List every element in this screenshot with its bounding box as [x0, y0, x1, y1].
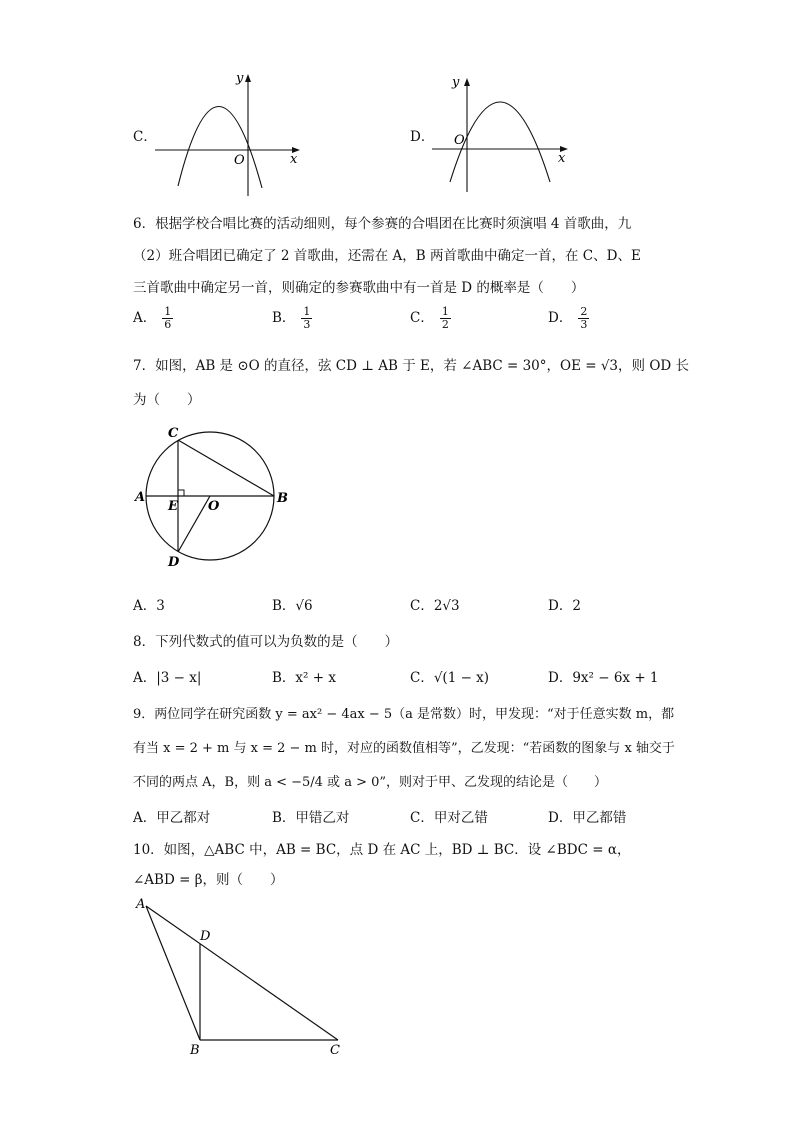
q9-line3: 不同的两点 A，B，则 a < −5/4 或 a > 0”，则对于甲、乙发现的结论是（ ）	[133, 775, 608, 790]
point-c-label: C	[330, 1043, 340, 1058]
q6-option-a	[133, 306, 173, 331]
origin-label: O	[454, 133, 465, 148]
q7-option-c: C．2√3	[410, 598, 460, 614]
numerator: 1	[164, 305, 172, 318]
y-axis-label: y	[452, 75, 460, 90]
x-axis-label: x	[558, 151, 566, 166]
parabola-graph-c	[150, 68, 310, 198]
segment-od	[178, 496, 210, 552]
segment-ab	[146, 906, 200, 1040]
parabola-curve	[450, 102, 550, 182]
point-o-label: O	[208, 499, 220, 514]
q6-option-a-fraction	[162, 306, 173, 331]
q8-option-a: A．|3 − x|	[133, 670, 202, 686]
x-axis-label: x	[290, 152, 298, 167]
q6-option-c-fraction	[440, 306, 451, 331]
right-angle-mark	[178, 490, 184, 496]
q6-option-b-label: B．	[272, 310, 296, 326]
q8-option-b: B．x² + x	[272, 670, 336, 686]
point-a-label: A	[136, 897, 146, 912]
q6-option-c	[410, 306, 451, 331]
numerator: 2	[580, 305, 588, 318]
denominator: 3	[303, 318, 311, 331]
q6-option-b	[272, 306, 312, 331]
q7-option-d: D．2	[548, 598, 581, 614]
point-d-label: D	[168, 555, 180, 570]
q7-option-b: B．√6	[272, 598, 313, 614]
denominator: 2	[441, 318, 449, 331]
q6-option-c-label: C．	[410, 310, 434, 326]
triangle-figure	[134, 892, 354, 1062]
numerator: 1	[441, 305, 449, 318]
option-d-label: D．	[410, 129, 435, 145]
q10-line2: ∠ABD = β，则（ ）	[133, 872, 284, 888]
q6-option-b-fraction	[301, 306, 312, 331]
q9-option-d: D．甲乙都错	[548, 810, 627, 826]
q9-line1: 9．两位同学在研究函数 y = ax² − 4ax − 5（a 是常数）时，甲发现：“对于任意实数 m，都	[133, 707, 675, 722]
q8-line1: 8．下列代数式的值可以为负数的是（ ）	[133, 634, 399, 650]
point-e-label: E	[168, 499, 178, 514]
y-axis-label: y	[236, 71, 244, 86]
denominator: 6	[164, 318, 172, 331]
q8-option-c: C．√(1 − x)	[410, 670, 490, 686]
point-b-label: B	[277, 491, 288, 506]
q6-option-d-label: D．	[548, 310, 573, 326]
option-c-label: C．	[133, 129, 157, 145]
point-b-label: B	[190, 1043, 200, 1058]
segment-ac	[146, 906, 338, 1040]
q7-line1: 7．如图，AB 是 ⊙O 的直径，弦 CD ⊥ AB 于 E，若 ∠ABC = 30°，OE = √3，则 OD 长	[133, 358, 689, 374]
y-axis-arrow	[464, 78, 470, 86]
q9-option-b: B．甲错乙对	[272, 810, 350, 826]
origin-label: O	[234, 153, 245, 168]
point-c-label: C	[168, 426, 179, 441]
q6-option-d-fraction	[578, 306, 589, 331]
q6-line1: 6．根据学校合唱比赛的活动细则，每个参赛的合唱团在比赛时须演唱 4 首歌曲，九	[133, 216, 632, 232]
point-a-label: A	[135, 490, 146, 505]
numerator: 1	[303, 305, 311, 318]
parabola-curve	[178, 106, 262, 188]
q9-option-c: C．甲对乙错	[410, 810, 488, 826]
q6-option-d	[548, 306, 589, 331]
q9-line2: 有当 x = 2 + m 与 x = 2 − m 时，对应的函数值相等”，乙发现：“若函数的图象与 x 轴交于	[133, 741, 675, 756]
y-axis-arrow	[245, 74, 251, 82]
point-d-label: D	[200, 929, 211, 944]
parabola-graph-d	[430, 70, 580, 195]
q6-option-a-label: A．	[133, 310, 157, 326]
q8-option-d: D．9x² − 6x + 1	[548, 670, 659, 686]
q7-line2: 为（ ）	[133, 392, 201, 408]
circle-figure	[134, 422, 294, 572]
q9-option-a: A．甲乙都对	[133, 810, 211, 826]
segment-cb	[178, 440, 274, 496]
q10-line1: 10．如图，△ABC 中，AB = BC，点 D 在 AC 上，BD ⊥ BC．设 ∠BDC = α，	[133, 842, 631, 858]
q7-option-a: A．3	[133, 598, 165, 614]
q6-line2: （2）班合唱团已确定了 2 首歌曲，还需在 A，B 两首歌曲中确定一首，在 C、D、E	[133, 248, 641, 264]
denominator: 3	[580, 318, 588, 331]
q6-line3: 三首歌曲中确定另一首，则确定的参赛歌曲中有一首是 D 的概率是（ ）	[133, 280, 585, 296]
